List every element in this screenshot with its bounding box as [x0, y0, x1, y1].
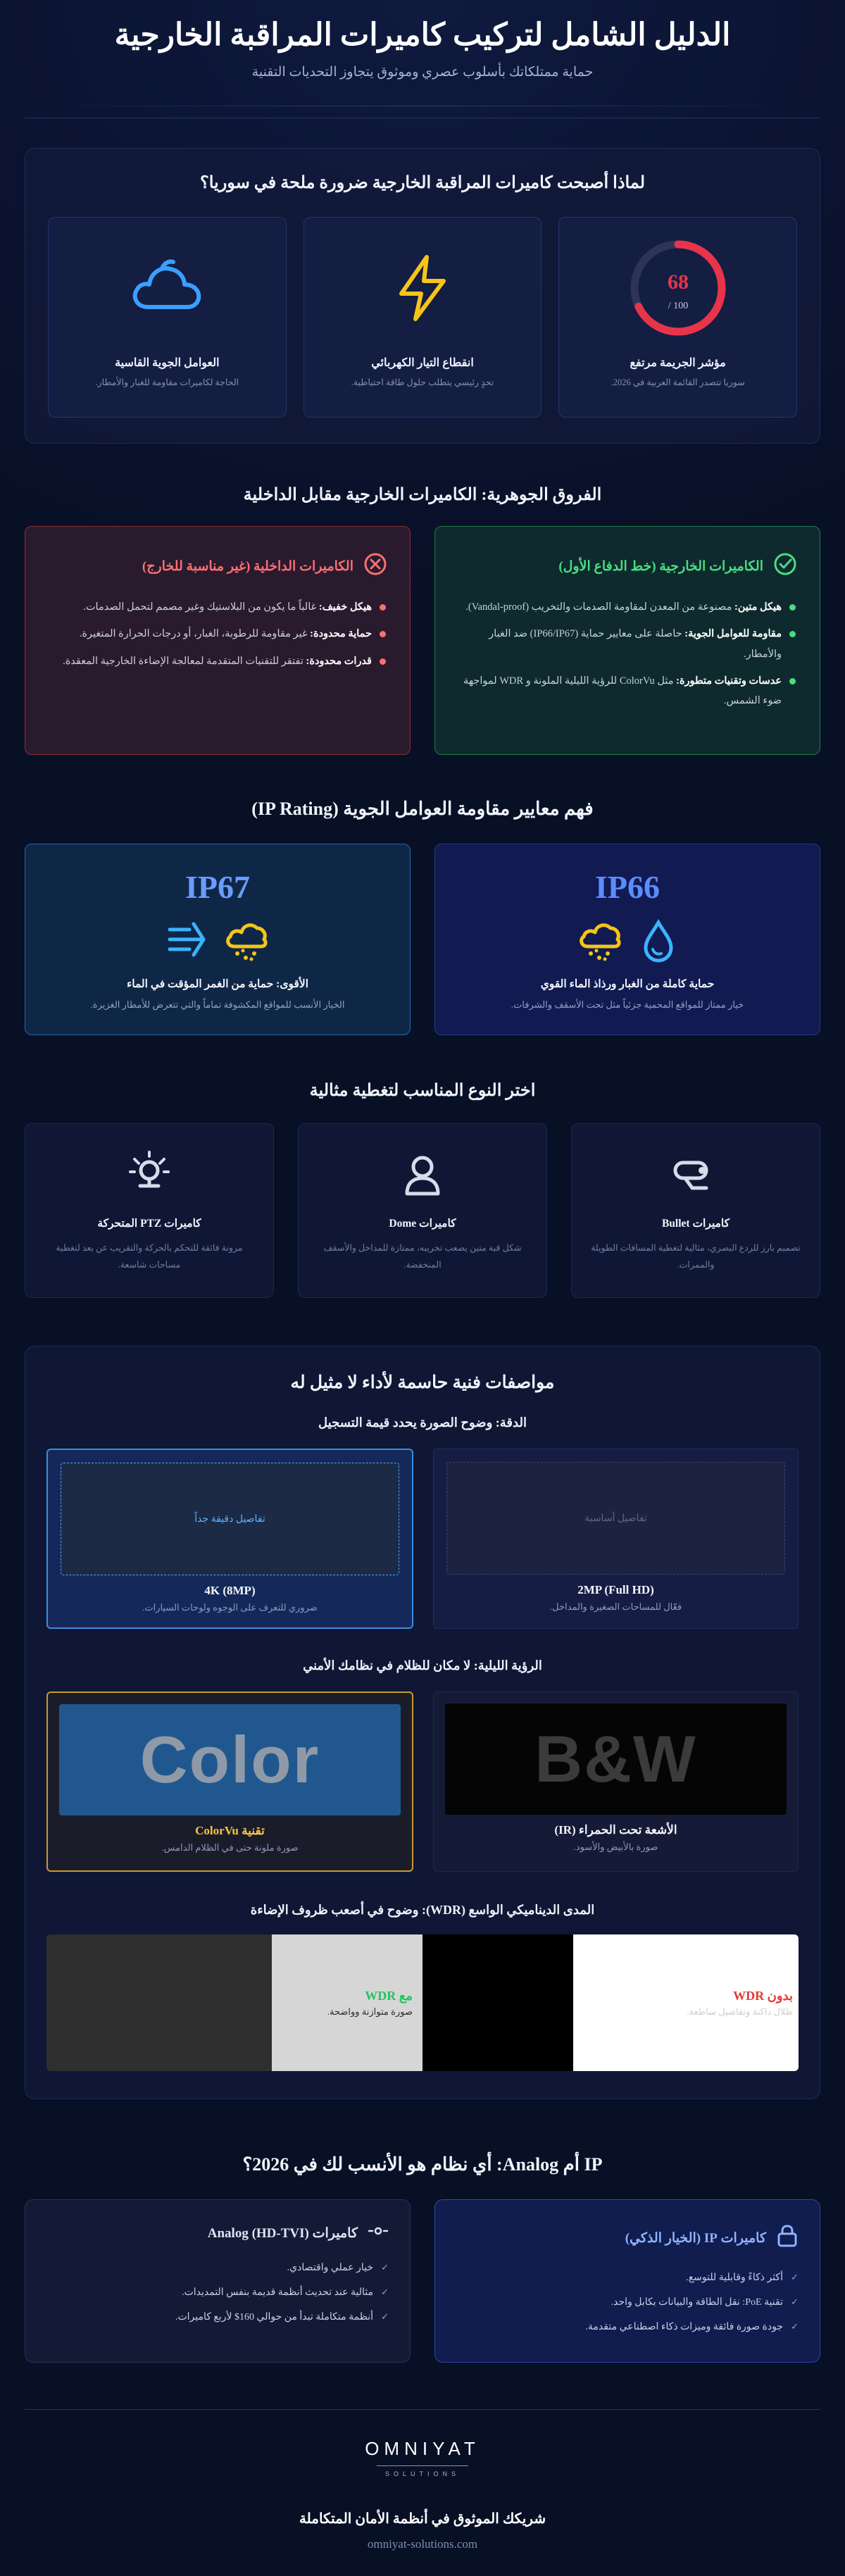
- analog-system-card: [25, 2199, 411, 2363]
- footer-tagline: شريكك الموثوق في أنظمة الأمان المتكاملة: [299, 2511, 546, 2527]
- res-4k-title: 4K (8MP): [204, 1584, 256, 1597]
- colorvu-desc: صورة ملونة حتى في الظلام الدامس.: [161, 1842, 299, 1853]
- wdr-with-panel: [46, 1934, 423, 2071]
- type-title: كاميرات Bullet: [661, 1218, 730, 1230]
- wdr-compare: [46, 1934, 799, 2071]
- internal-title: الكاميرات الداخلية (غير مناسبة للخارج): [142, 558, 353, 574]
- colorvu-sample-image: Color: [59, 1704, 401, 1815]
- ip67-code: IP67: [185, 869, 250, 905]
- why-section: [25, 148, 820, 444]
- main-container: [25, 0, 820, 2551]
- ir-card: [433, 1692, 799, 1872]
- resolution-compare: [46, 1449, 799, 1629]
- crime-gauge: [559, 239, 796, 337]
- list-item: ✓ جودة صورة فائقة وميزات ذكاء اصطناعي متقدمة.: [456, 2320, 799, 2334]
- list-item: قدرات محدودة: تفتقر للتقنيات المتقدمة لمعالجة الإضاءة الخارجية المعقدة.: [48, 651, 387, 671]
- list-item: ✓ أكثر ذكاءً وقابلية للتوسع.: [456, 2270, 799, 2285]
- type-desc: شكل قبة متين يصعب تخريبه، ممتازة للمداخل والأسقف المنخفضة.: [323, 1243, 522, 1270]
- gauge-max: 100 /: [668, 301, 688, 311]
- external-heading: [458, 552, 797, 580]
- type-title: كاميرات PTZ المتحركة: [97, 1218, 201, 1230]
- brand-logo: OMNIYAT: [365, 2438, 480, 2459]
- ip-system-card: [434, 2199, 820, 2363]
- internal-cameras-box: [25, 526, 411, 755]
- bullet-camera-card: [571, 1123, 820, 1298]
- wdr-without-text: [573, 1934, 799, 2071]
- ip67-title: الأقوى: حماية من الغمر المؤقت في الماء: [126, 978, 309, 990]
- ir-title: الأشعة تحت الحمراء (IR): [554, 1823, 677, 1837]
- res-2mp-card: [433, 1449, 799, 1629]
- why-cards: [48, 217, 797, 418]
- wdr-title: المدى الديناميكي الواسع (WDR): وضوح في أصعب ظروف الإضاءة: [250, 1903, 595, 1917]
- ip-rating-title: فهم معايير مقاومة العوامل الجوية (IP Rating): [251, 799, 594, 819]
- type-title: كاميرات Dome: [389, 1218, 456, 1230]
- dust-cloud-icon: [577, 918, 623, 963]
- gauge-value: 68: [667, 270, 689, 294]
- internal-heading: [48, 552, 387, 580]
- weather-card: [48, 217, 287, 418]
- ip66-code: IP66: [595, 869, 660, 905]
- resolution-title: الدقة: وضوح الصورة يحدد قيمة التسجيل: [318, 1415, 527, 1430]
- analog-system-heading: [46, 2224, 389, 2242]
- ip66-icons: [435, 918, 820, 963]
- card-title: مؤشر الجريمة مرتفع: [630, 357, 726, 369]
- wdr-without-panel: [423, 1934, 799, 2071]
- external-title: الكاميرات الخارجية (خط الدفاع الأول): [558, 558, 763, 574]
- wdr-with-balanced-area: [46, 1934, 272, 2071]
- card-desc: الحاجة لكاميرات مقاومة للغبار والأمطار.: [95, 377, 239, 387]
- diff-title: الفروق الجوهرية: الكاميرات الخارجية مقابل الداخلية: [243, 486, 602, 504]
- diff-comparison: [25, 526, 820, 755]
- list-item: حماية محدودة: غير مقاومة للرطوبة، الغبار، أو درجات الحرارة المتغيرة.: [48, 624, 387, 644]
- dome-camera-icon: [299, 1149, 546, 1199]
- ip66-title: حماية كاملة من الغبار ورذاذ الماء القوي: [540, 978, 715, 990]
- ip-system-title: كاميرات IP (الخيار الذكي): [625, 2230, 766, 2246]
- analog-signal-icon: [368, 2224, 389, 2242]
- card-desc: تحدٍ رئيسي يتطلب حلول طاقة احتياطية.: [351, 377, 494, 387]
- res-2mp-title: 2MP (Full HD): [577, 1583, 654, 1596]
- x-circle-icon: [363, 552, 387, 580]
- logo-divider: [377, 2465, 468, 2466]
- colorvu-card: [46, 1692, 413, 1872]
- wdr-without-title: بدون WDR: [733, 1988, 793, 2003]
- card-title: انقطاع التيار الكهربائي: [371, 357, 474, 369]
- colorvu-title: تقنية ColorVu: [195, 1824, 265, 1837]
- night-vision-compare: [46, 1692, 799, 1872]
- specs-section: [25, 1346, 820, 2099]
- ip67-desc: الخيار الأنسب للمواقع المكشوفة تماماً والتي تتعرض للأمطار الغزيرة.: [90, 999, 345, 1010]
- ip67-card: [25, 844, 411, 1035]
- list-item: هيكل خفيف: غالباً ما يكون من البلاستيك وغير مصمم لتحمل الصدمات.: [48, 597, 387, 617]
- wdr-with-title: مع WDR: [365, 1988, 413, 2003]
- ip-vs-analog-cards: [25, 2199, 820, 2363]
- website-link[interactable]: omniyat-solutions.com: [367, 2537, 478, 2551]
- types-title: اختر النوع المناسب لتغطية مثالية: [309, 1082, 536, 1100]
- hero-header: [25, 0, 820, 118]
- ir-desc: صورة بالأبيض والأسود.: [573, 1842, 658, 1852]
- ip-vs-analog-title: IP أم Analog: أي نظام هو الأنسب لك في 2026؟: [242, 2154, 603, 2175]
- wdr-with-text: [272, 1934, 423, 2071]
- lightning-icon: [304, 239, 542, 337]
- footer: [25, 2409, 820, 2551]
- page-subtitle: حماية ممتلكاتك بأسلوب عصري وموثوق يتجاوز التحديات التقنية: [251, 65, 594, 80]
- ip67-icons: [25, 918, 410, 963]
- list-item: ✓ خيار عملي واقتصادي.: [46, 2261, 389, 2275]
- dust-cloud-icon: [223, 918, 270, 963]
- camera-types: [25, 1123, 820, 1298]
- res-4k-card: [46, 1449, 413, 1629]
- type-desc: مرونة فائقة للتحكم بالحركة والتقريب عن بعد لتغطية مساحات شاسعة.: [56, 1243, 243, 1270]
- res-2mp-frame: تفاصيل أساسية: [446, 1462, 785, 1575]
- ir-sample-image: B&W: [445, 1703, 787, 1815]
- wdr-without-desc: ظلال داكنة وتفاصيل ساطعة.: [687, 2006, 793, 2017]
- type-desc: تصميم بارز للردع البصري، مثالية لتغطية المسافات الطويلة والممرات.: [591, 1243, 801, 1270]
- brand-logo-sub: SOLUTIONS: [384, 2470, 460, 2477]
- ip-system-list: [456, 2270, 799, 2334]
- bullet-camera-icon: [572, 1149, 820, 1199]
- cloud-icon: [49, 239, 286, 337]
- crime-index-card: [558, 217, 797, 418]
- dome-camera-card: [298, 1123, 547, 1298]
- res-2mp-desc: فعّال للمساحات الصغيرة والمداخل.: [549, 1601, 682, 1612]
- specs-title: مواصفات فنية حاسمة لأداء لا مثيل له: [290, 1373, 555, 1392]
- list-item: ✓ أنظمة متكاملة تبدأ من حوالي 160$ لأربع كاميرات.: [46, 2310, 389, 2325]
- water-drop-icon: [639, 918, 678, 963]
- submersion-icon: [165, 918, 208, 963]
- ptz-camera-card: [25, 1123, 274, 1298]
- night-vision-title: الرؤية الليلية: لا مكان للظلام في نظامك الأمني: [303, 1658, 542, 1672]
- why-title: لماذا أصبحت كاميرات المراقبة الخارجية ضرورة ملحة في سوريا؟: [199, 174, 646, 192]
- page-title: الدليل الشامل لتركيب كاميرات المراقبة الخارجية: [114, 18, 731, 52]
- ptz-camera-icon: [25, 1149, 273, 1199]
- analog-system-title: كاميرات Analog (HD-TVI): [207, 2225, 358, 2241]
- card-desc: سوريا تتصدر القائمة العربية في 2026.: [611, 377, 745, 387]
- list-item: هيكل متين: مصنوعة من المعدن لمقاومة الصدمات والتخريب (Vandal-proof).: [458, 597, 797, 617]
- list-item: ✓ تقنية PoE: نقل الطاقة والبيانات بكابل واحد.: [456, 2295, 799, 2310]
- ip-rating-cards: [25, 844, 820, 1035]
- list-item: مقاومة للعوامل الجوية: حاصلة على معايير حماية (IP66/IP67) ضد الغبار والأمطار.: [458, 624, 797, 664]
- ip-system-heading: [456, 2224, 799, 2252]
- ip66-desc: خيار ممتاز للمواقع المحمية جزئياً مثل تحت الأسقف والشرفات.: [511, 999, 744, 1010]
- list-item: ✓ مثالية عند تحديث أنظمة قديمة بنفس التمديدات.: [46, 2285, 389, 2300]
- internal-list: [48, 597, 387, 671]
- list-item: عدسات وتقنيات متطورة: مثل ColorVu للرؤية الليلية الملونة و WDR لمواجهة ضوء الشمس.: [458, 671, 797, 711]
- res-4k-frame: تفاصيل دقيقة جداً: [61, 1463, 399, 1575]
- external-list: [458, 597, 797, 711]
- check-circle-icon: [773, 552, 797, 580]
- wdr-without-dark-area: [423, 1934, 573, 2071]
- lock-icon: [776, 2224, 799, 2252]
- res-4k-desc: ضروري للتعرف على الوجوه ولوحات السيارات.: [142, 1602, 318, 1613]
- analog-system-list: [46, 2261, 389, 2325]
- ip66-card: [434, 844, 820, 1035]
- card-title: العوامل الجوية القاسية: [115, 357, 220, 369]
- power-outage-card: [303, 217, 542, 418]
- external-cameras-box: [434, 526, 820, 755]
- wdr-with-desc: صورة متوازنة وواضحة.: [327, 2006, 413, 2017]
